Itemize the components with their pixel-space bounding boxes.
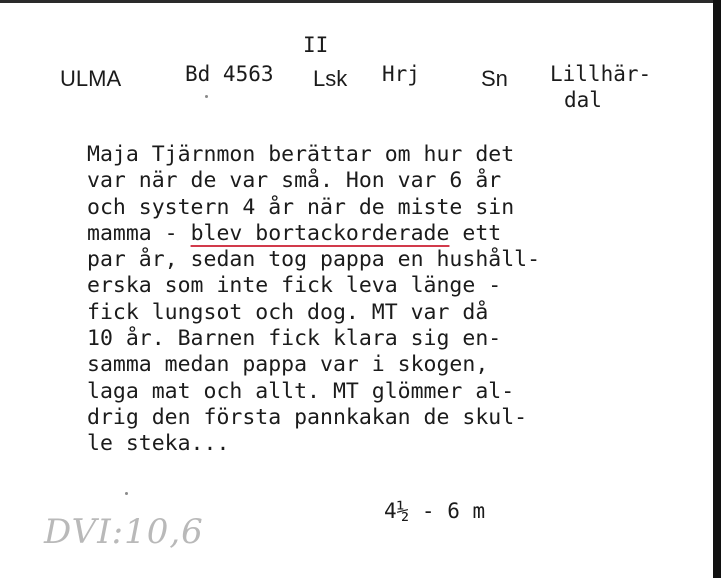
place-name-line-1: Lillhär- (550, 62, 652, 86)
county-abbreviation: Lsk (313, 66, 348, 91)
text-line-with-underline (87, 221, 540, 247)
text-line: samma medan pappa var i skogen, (87, 352, 489, 378)
record-text (87, 142, 540, 458)
district-abbreviation: Hrj (382, 62, 420, 86)
card-top-edge (0, 0, 721, 3)
text-line-prefix: mamma - (87, 220, 191, 246)
pencil-archive-mark: DVI:10,6 (44, 512, 204, 552)
archive-code: ULMA (60, 66, 122, 91)
text-line: drig den första pannkakan de skul- (87, 404, 528, 430)
text-line: och systern 4 år när de miste sin (87, 194, 515, 220)
text-line: le steka... (87, 431, 230, 457)
text-line: laga mat och allt. MT glömmer al- (87, 378, 515, 404)
text-line: var när de var små. Hon var 6 år (87, 168, 502, 194)
text-line: Maja Tjärnmon berättar om hur det (87, 142, 515, 167)
roman-numeral: II (303, 33, 329, 57)
text-line: erska som inte fick leva länge - (87, 273, 502, 299)
place-name-line-2: dal (564, 88, 602, 112)
text-line: fick lungsot och dog. MT var då (87, 299, 489, 325)
parish-label: Sn (481, 66, 508, 91)
age-range: 4½ - 6 m (384, 499, 486, 523)
speck (125, 492, 128, 495)
text-line-suffix: ett (449, 220, 502, 246)
text-line: par år, sedan tog pappa en hushåll- (87, 247, 541, 273)
text-line: 10 år. Barnen fick klara sig en- (87, 326, 502, 352)
underlined-phrase: blev bortackorderade (190, 220, 450, 246)
volume-number: Bd 4563 (185, 62, 274, 86)
card-right-edge (713, 0, 721, 578)
speck (205, 95, 208, 98)
